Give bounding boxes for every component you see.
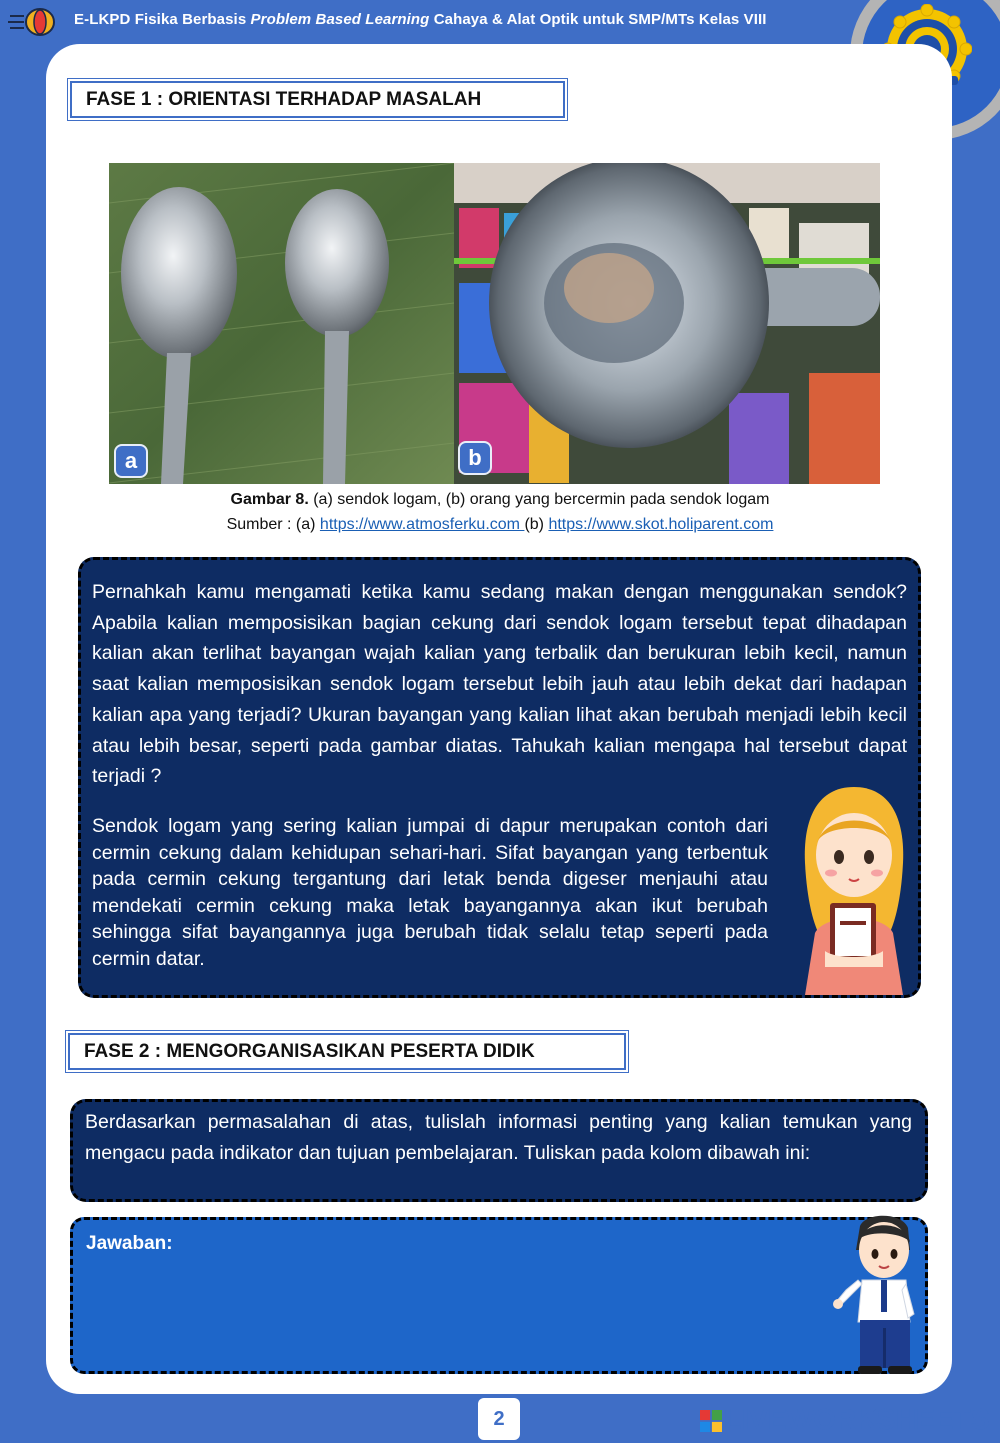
problem-paragraph-1: Pernahkah kamu mengamati ketika kamu sedang makan dengan menggunakan sendok? Apabila kalian memposisikan bagian cekung dari sendok logam tersebut tepat dihadapan kalian akan terlihat bayangan wajah kalian yang terbalik dan berukuran lebih kecil, namun saat kalian memposisikan sendok logam tersebut lebih jauh atau lebih dekat dari hadapan kalian apa yang terjadi? Ukuran bayangan yang kalian lihat akan berubah menjadi lebih kecil atau lebih besar, seperti pada gambar diatas. Tahukah kalian mengapa hal tersebut dapat terjadi ?	[92, 581, 907, 788]
figure-caption: Gambar 8. (a) sendok logam, (b) orang yang bercermin pada sendok logam	[230, 491, 770, 508]
answer-field[interactable]	[70, 1217, 928, 1374]
answer-label: Jawaban:	[86, 1233, 173, 1254]
liveworksheets-logo-icon	[700, 1410, 722, 1432]
source-link-a[interactable]: https://www.atmosferku.com	[319, 516, 525, 533]
figure-source: Sumber : (a) https://www.atmosferku.com (b) https://www.skot.holiparent.com	[226, 516, 774, 533]
figure-photo	[109, 163, 880, 484]
figure-label-b: b	[458, 441, 492, 475]
page-number: 2	[478, 1398, 520, 1440]
figure-label-a: a	[114, 444, 148, 478]
student-boy-illustration	[832, 1210, 924, 1376]
phase2-title: FASE 2 : MENGORGANISASIKAN PESERTA DIDIK	[68, 1033, 626, 1070]
problem-paragraph-2: Sendok logam yang sering kalian jumpai di dapur merupakan contoh dari cermin cekung dalam kehidupan sehari-hari. Sifat bayangan yang terbentuk pada cermin cekung tergantung dari letak benda digeser menjauhi atau mendekati cermin cekung maka letak bayangannya akan ikut berubah sehingga sifat bayangannya juga berubah tidak selalu tetap seperti pada cermin datar.	[92, 815, 768, 970]
rocket-icon	[8, 6, 56, 38]
student-girl-illustration	[795, 783, 913, 995]
liveworksheets-brand[interactable]: LIVEWORKSHEETS	[724, 1404, 990, 1436]
spoon-photo	[109, 163, 880, 484]
header-title: E-LKPD Fisika Berbasis Problem Based Learning Cahaya & Alat Optik untuk SMP/MTs Kelas VIII	[74, 11, 767, 28]
instruction-text: Berdasarkan permasalahan di atas, tulislah informasi penting yang kalian temukan yang mengacu pada indikator dan tujuan pembelajaran. Tuliskan pada kolom dibawah ini:	[85, 1111, 912, 1164]
source-link-b[interactable]: https://www.skot.holiparent.com	[548, 516, 774, 533]
header-bar	[0, 0, 1000, 44]
phase1-title: FASE 1 : ORIENTASI TERHADAP MASALAH	[70, 81, 565, 118]
